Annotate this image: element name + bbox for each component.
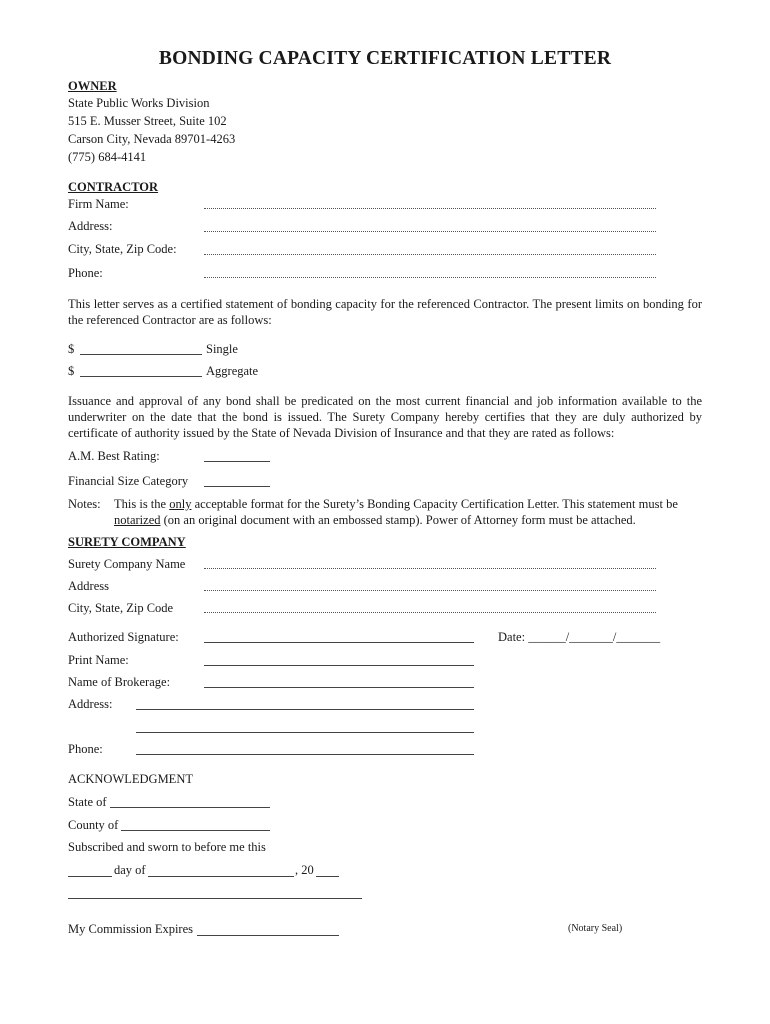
owner-line: (775) 684-4141 [68,150,147,164]
authorized-signature-label: Authorized Signature: [68,630,179,644]
surety-city-label: City, State, Zip Code [68,601,174,615]
year-field[interactable] [316,876,339,877]
owner-heading: OWNER [68,79,117,93]
subscribed-text: Subscribed and sworn to before me this [68,840,266,854]
contractor-address-field[interactable] [204,231,656,232]
issuance-paragraph: Issuance and approval of any bond shall be predicated on the most current financial and job information available to the underwriter on the date that the bond is issued. The Surety Company hereby certifies that they are duly authorized by certificate of authority issued by the State of Nevada Division of Insurance and that they are rated as follows: [68,394,702,440]
date-field[interactable]: Date: ______/_______/_______ [498,630,661,644]
statement-paragraph: This letter serves as a certified statement of bonding capacity for the referenced Contractor. The present limits on bonding for the referenced Contractor are as follows: [68,297,702,327]
surety-address-field[interactable] [204,590,656,591]
signature-address-field-2[interactable] [136,732,474,733]
year-prefix: , 20 [295,863,314,877]
financial-size-label: Financial Size Category [68,474,189,488]
contractor-phone-label: Phone: [68,266,103,280]
brokerage-label: Name of Brokerage: [68,675,171,689]
owner-line: State Public Works Division [68,96,210,110]
signature-phone-label: Phone: [68,742,103,756]
aggregate-limit-field[interactable] [80,376,202,377]
contractor-heading: CONTRACTOR [68,180,159,194]
state-of-field[interactable] [110,807,270,808]
surety-name-label: Surety Company Name [68,557,186,571]
notary-seal-label: (Notary Seal) [568,923,623,934]
signature-address-label: Address: [68,697,113,711]
surety-address-label: Address [68,579,109,593]
currency-symbol: $ [68,364,75,378]
owner-line: 515 E. Musser Street, Suite 102 [68,114,227,128]
contractor-address-label: Address: [68,219,113,233]
acknowledgment-heading: ACKNOWLEDGMENT [68,772,193,786]
firm-name-label: Firm Name: [68,197,129,211]
county-of-field[interactable] [121,830,270,831]
financial-size-field[interactable] [204,486,270,487]
owner-line: Carson City, Nevada 89701-4263 [68,132,236,146]
surety-heading: SURETY COMPANY [68,535,186,549]
commission-expires-label: My Commission Expires [68,922,194,936]
best-rating-field[interactable] [204,461,270,462]
authorized-signature-field[interactable] [204,642,474,643]
county-of-label: County of [68,818,119,832]
month-field[interactable] [148,876,294,877]
notes-emphasis-only: only [169,497,192,511]
aggregate-label: Aggregate [206,364,259,378]
notes-text: (on an original document with an embossed stamp). Power of Attorney form must be attached. [160,513,636,527]
contractor-city-label: City, State, Zip Code: [68,242,177,256]
commission-expires-field[interactable] [197,935,339,936]
notes-emphasis-notarized: notarized [114,513,161,527]
best-rating-label: A.M. Best Rating: [68,449,160,463]
contractor-phone-field[interactable] [204,277,656,278]
notary-signature-field[interactable] [68,898,362,899]
surety-city-field[interactable] [204,612,656,613]
notes-line-2 [114,513,636,528]
single-label: Single [206,342,238,356]
currency-symbol: $ [68,342,75,356]
contractor-city-field[interactable] [204,254,656,255]
firm-name-field[interactable] [204,208,656,209]
print-name-field[interactable] [204,665,474,666]
signature-phone-field[interactable] [136,754,474,755]
day-field[interactable] [68,876,112,877]
page-title: BONDING CAPACITY CERTIFICATION LETTER [158,48,612,69]
notes-text: acceptable format for the Surety’s Bonding Capacity Certification Letter. This statement must be [191,497,678,511]
brokerage-field[interactable] [204,687,474,688]
state-of-label: State of [68,795,107,809]
surety-name-field[interactable] [204,568,656,569]
signature-address-field-1[interactable] [136,709,474,710]
single-limit-field[interactable] [80,354,202,355]
day-of-label: day of [114,863,146,877]
notes-text: This is the [114,497,170,511]
notes-label: Notes: [68,497,101,511]
notes-line-1 [114,497,678,512]
print-name-label: Print Name: [68,653,129,667]
